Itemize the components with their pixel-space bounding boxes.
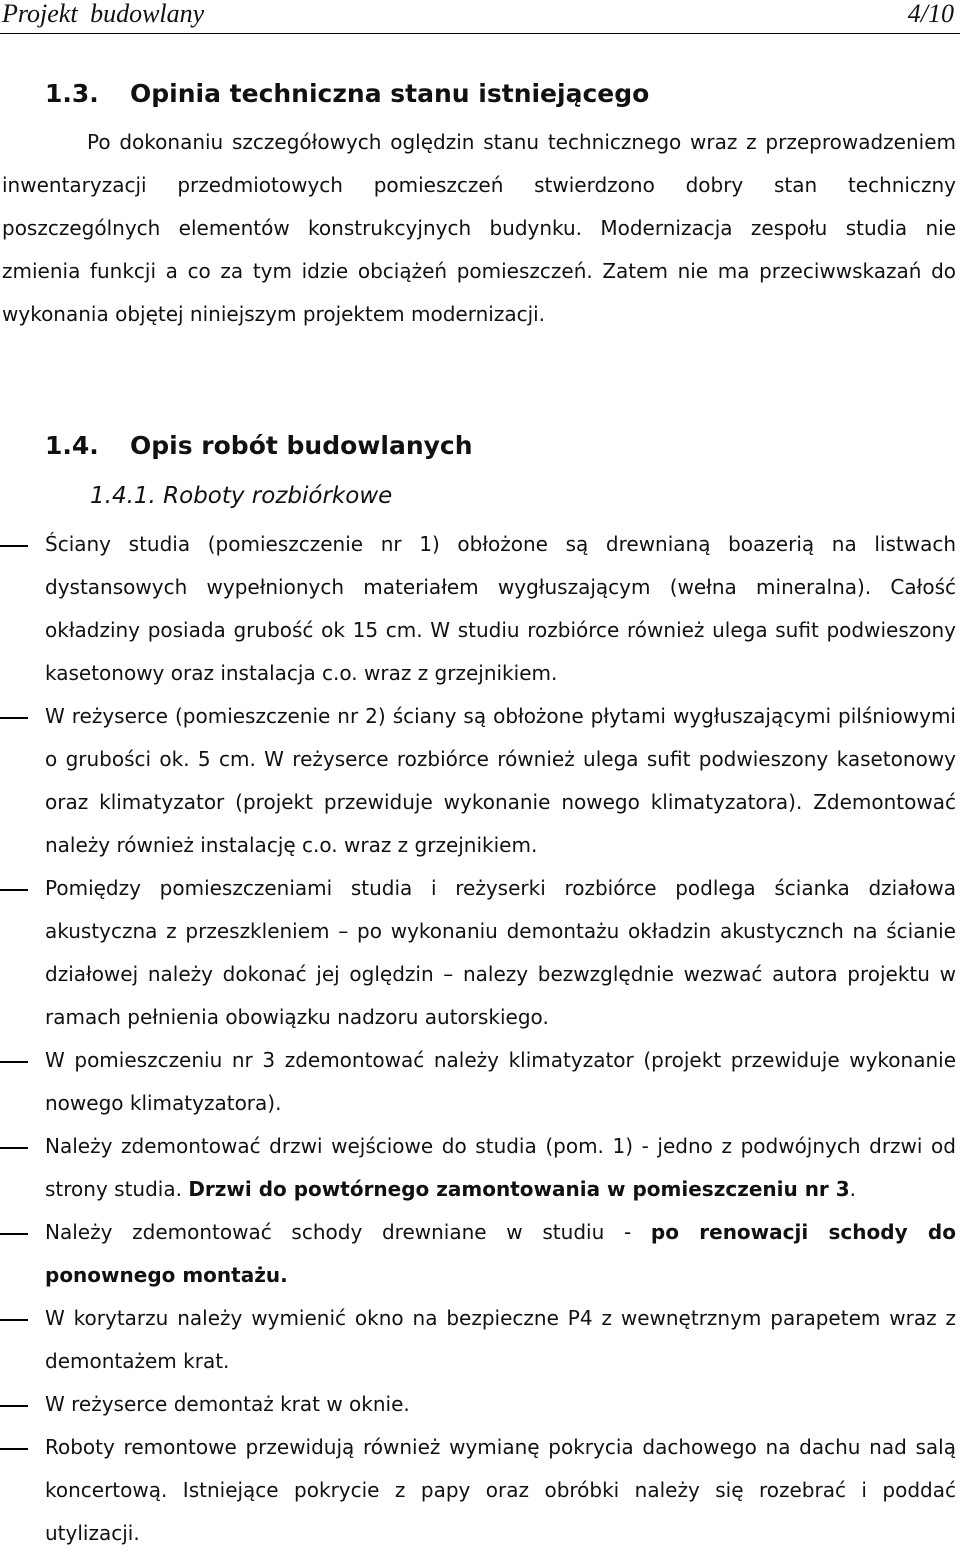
list-item-text: Roboty remontowe przewidują również wymianę pokrycia dachowego na dachu nad salą koncertową. Istniejące pokrycie z papy oraz obróbki należy się rozebrać i poddać utylizacji. — [45, 1435, 956, 1545]
header-divider — [0, 33, 960, 34]
list-item-text: W pomieszczeniu nr 3 zdemontować należy klimatyzator (projekt przewiduje wykonanie nowego klimatyzatora). — [45, 1048, 956, 1115]
section-heading-1-4 — [45, 430, 473, 462]
demolition-list — [0, 523, 960, 1555]
item-plain-text: Należy zdemontować drzwi wejściowe do studia (pom. 1) - jedno z podwójnych drzwi od strony studia. — [45, 1134, 956, 1201]
list-item-text — [45, 1211, 956, 1297]
item-bold-text: po renowacji schody do ponownego montażu. — [45, 1220, 956, 1287]
section-heading-1-3 — [45, 78, 649, 110]
list-item — [0, 1211, 960, 1297]
list-item — [0, 1426, 960, 1555]
list-item-text — [45, 1125, 956, 1211]
list-item — [0, 1297, 960, 1383]
section-1-3-paragraph — [2, 121, 956, 336]
page-number: 4/10 — [907, 0, 954, 28]
list-item — [0, 523, 960, 695]
subsection-heading-1-4-1: 1.4.1. Roboty rozbiórkowe — [90, 483, 393, 509]
list-item-text: Pomiędzy pomieszczeniami studia i reżyserki rozbiórce podlega ścianka działowa akustyczna z przeszkleniem – po wykonaniu demontażu okładzin akustycznch na ścianie działowej należy dokonać jej oględzin – nalezy bezwzględnie wezwać autora projektu w ramach pełnienia obowiązku nadzoru autorskiego. — [45, 876, 956, 1029]
item-trailing-text: . — [849, 1177, 857, 1201]
list-item — [0, 1039, 960, 1125]
section-number: 1.3. — [45, 79, 99, 108]
paragraph-text: Po dokonaniu szczegółowych oględzin stanu technicznego wraz z przeprowadzeniem inwentaryzacji przedmiotowych pomieszczeń stwierdzono dobry stan techniczny poszczególnych elementów konstrukcyjnych budynku. Modernizacja zespołu studia nie zmienia funkcji a co za tym idzie obciążeń pomieszczeń. Zatem nie ma przeciwwskazań do wykonania objętej niniejszym projektem modernizacji. — [2, 130, 956, 326]
list-item-text: W reżyserce demontaż krat w oknie. — [45, 1392, 410, 1416]
section-title: Opinia techniczna stanu istniejącego — [130, 79, 650, 108]
item-bold-text: Drzwi do powtórnego zamontowania w pomieszczeniu nr 3 — [188, 1177, 850, 1201]
section-title: Opis robót budowlanych — [130, 431, 473, 460]
list-item — [0, 695, 960, 867]
list-item — [0, 1125, 960, 1211]
list-item-text: W korytarzu należy wymienić okno na bezpieczne P4 z wewnętrznym parapetem wraz z demontażem krat. — [45, 1306, 956, 1373]
item-plain-text: Należy zdemontować schody drewniane w studiu - — [45, 1220, 651, 1244]
list-item — [0, 867, 960, 1039]
page-header — [0, 0, 960, 32]
list-item — [0, 1383, 960, 1426]
section-number: 1.4. — [45, 431, 99, 460]
project-title: Projekt budowlany — [2, 0, 205, 28]
list-item-text: Ściany studia (pomieszczenie nr 1) obłożone są drewnianą boazerią na listwach dystansowych wypełnionych materiałem wygłuszającym (wełna mineralna). Całość okładziny posiada grubość ok 15 cm. W studiu rozbiórce również ulega sufit podwieszony kasetonowy oraz instalacja c.o. wraz z grzejnikiem. — [45, 532, 956, 685]
list-item-text: W reżyserce (pomieszczenie nr 2) ściany są obłożone płytami wygłuszającymi pilśniowymi o grubości ok. 5 cm. W reżyserce rozbiórce również ulega sufit podwieszony kasetonowy oraz klimatyzator (projekt przewiduje wykonanie nowego klimatyzatora). Zdemontować należy również instalację c.o. wraz z grzejnikiem. — [45, 704, 956, 857]
